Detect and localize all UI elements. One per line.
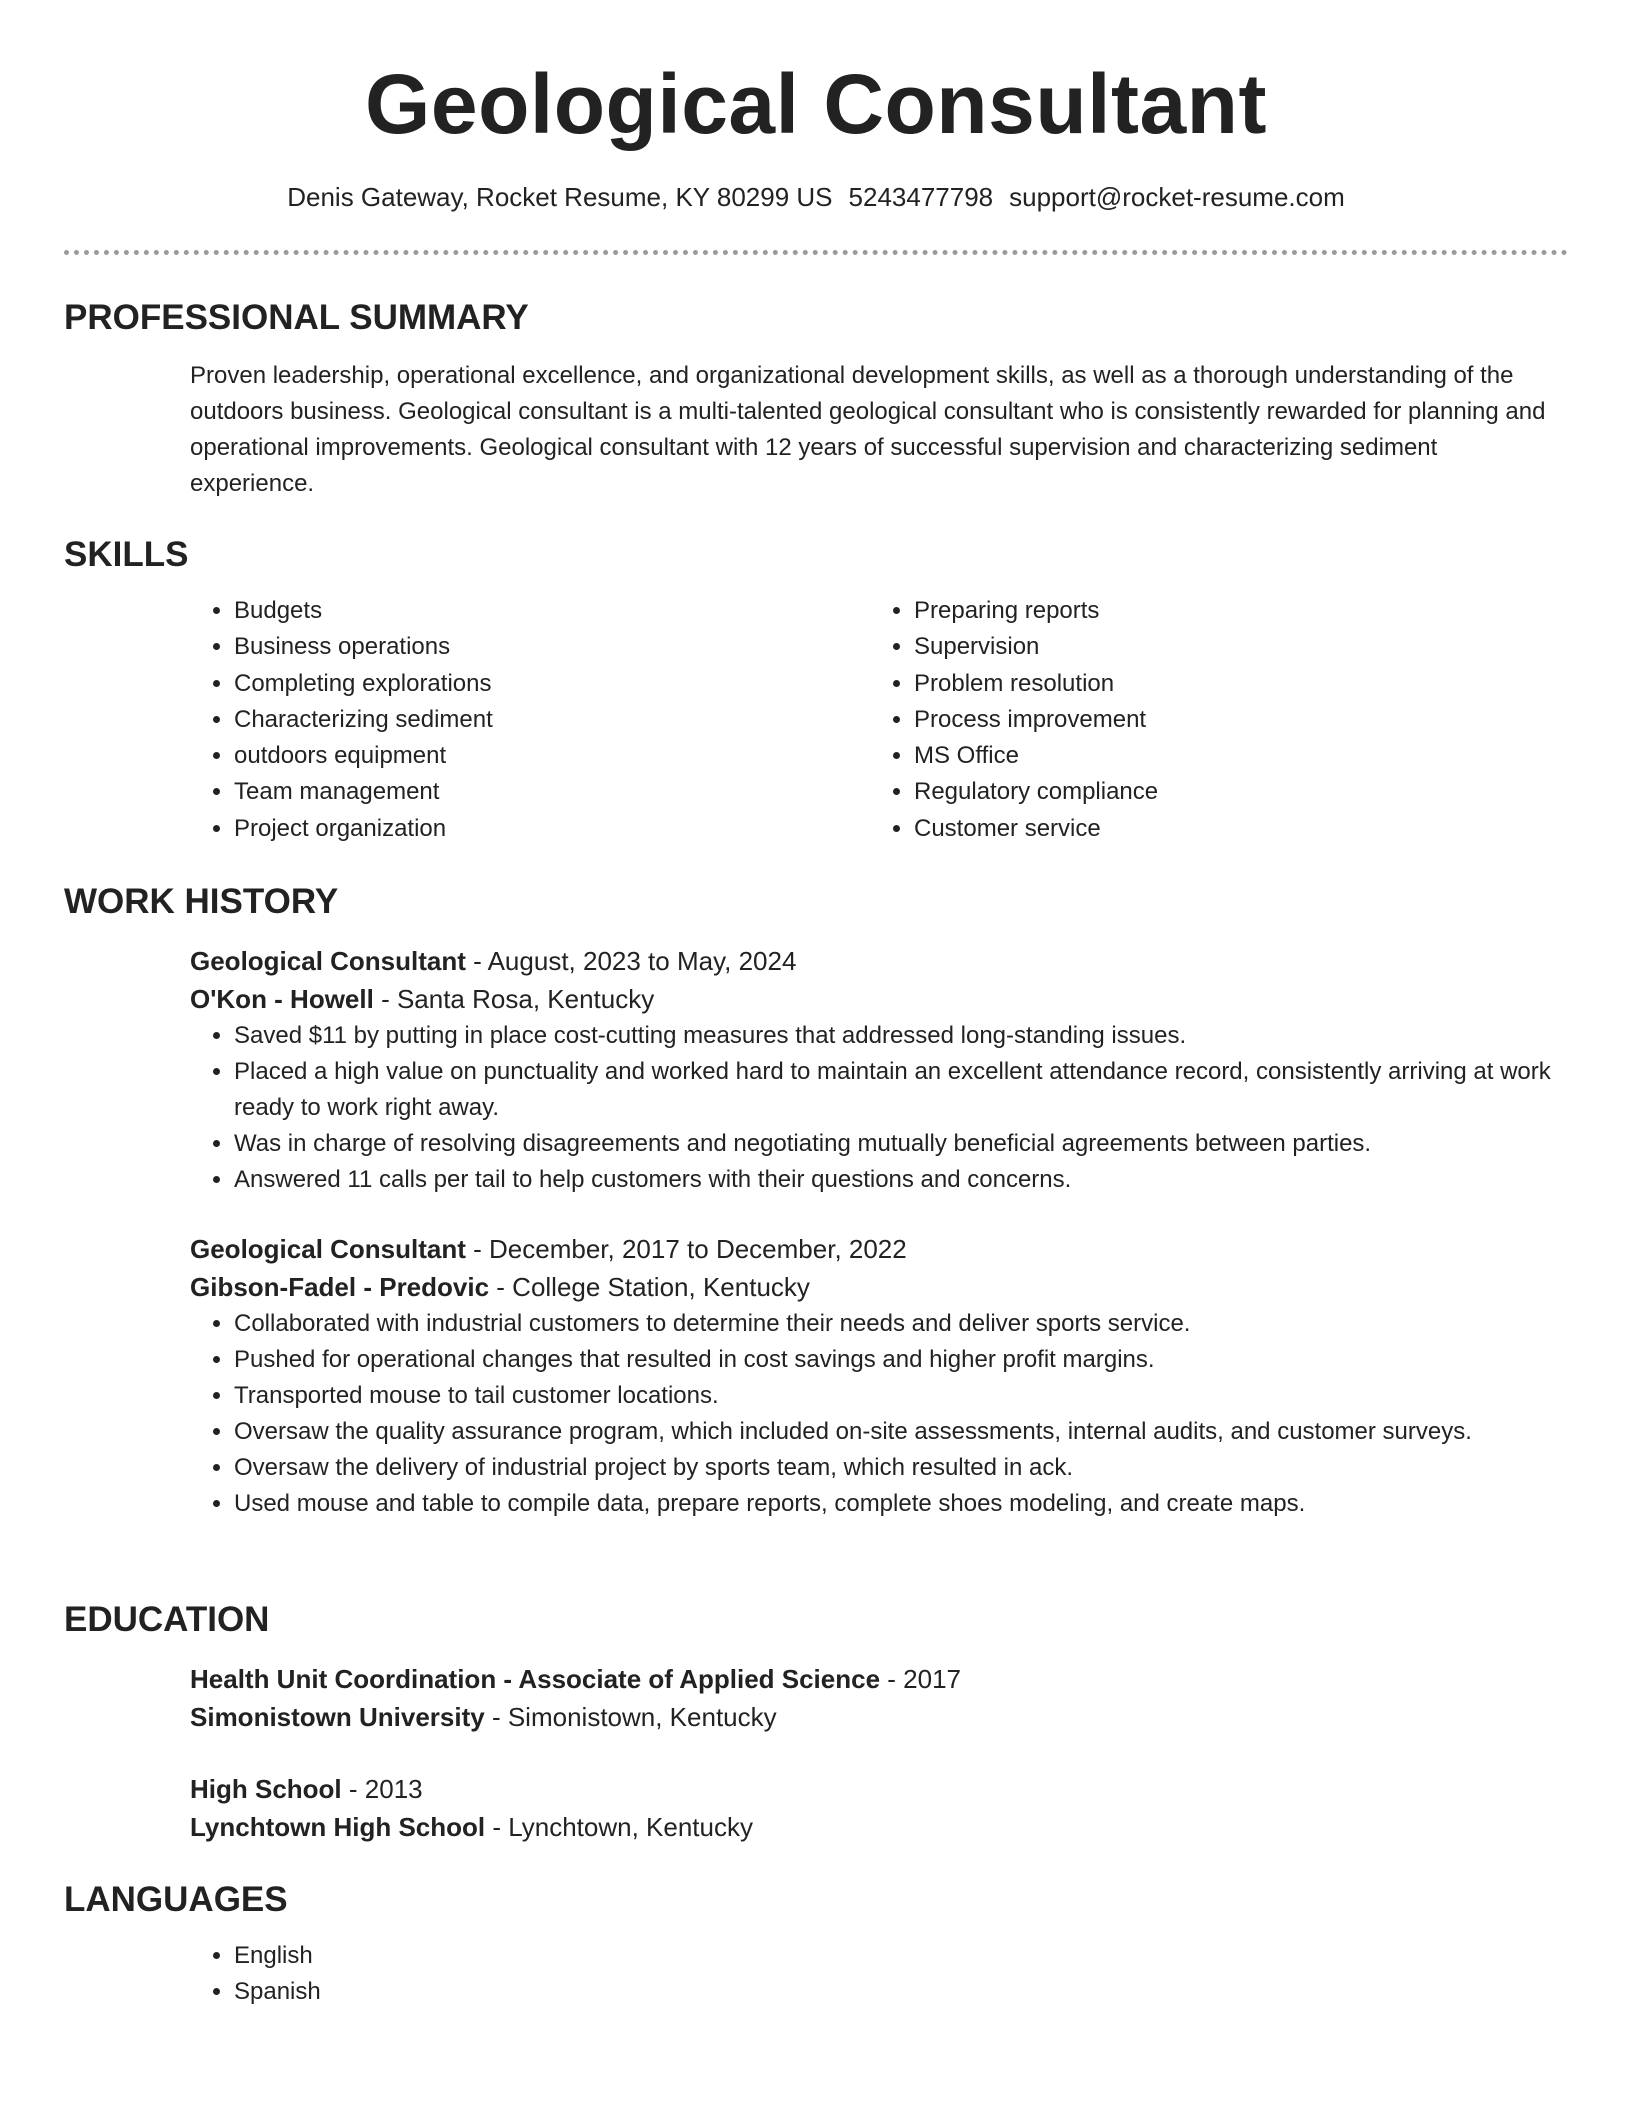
job-company: Gibson-Fadel - Predovic bbox=[190, 1272, 490, 1302]
job-role: Geological Consultant bbox=[190, 946, 466, 976]
language-item: • Spanish bbox=[234, 1974, 1568, 2010]
languages-section bbox=[64, 1878, 1568, 2010]
skill-item: • Customer service bbox=[914, 811, 1550, 847]
language-item: • English bbox=[234, 1938, 1568, 1974]
education-title: EDUCATION bbox=[64, 1600, 270, 1639]
job-dates: - December, 2017 to December, 2022 bbox=[465, 1234, 907, 1264]
skill-item: • Budgets bbox=[234, 593, 870, 629]
job-bullet: • Oversaw the delivery of industrial project by sports team, which resulted in ack. bbox=[234, 1450, 1568, 1486]
skill-item: • Process improvement bbox=[914, 702, 1550, 738]
education-degree-line bbox=[190, 1770, 1568, 1808]
education-year: - 2017 bbox=[880, 1664, 961, 1694]
skills-grid bbox=[190, 593, 1568, 847]
job-title-line bbox=[190, 1230, 1568, 1268]
job-bullet: • Was in charge of resolving disagreements and negotiating mutually beneficial agreements between parties. bbox=[234, 1126, 1568, 1162]
resume-header bbox=[64, 0, 1568, 156]
skill-item: • outdoors equipment bbox=[234, 738, 870, 774]
education-entry bbox=[190, 1660, 1568, 1736]
work-history-title: WORK HISTORY bbox=[64, 882, 339, 921]
education-section bbox=[64, 1598, 1568, 1846]
contact-phone: 5243477798 bbox=[848, 182, 994, 212]
job-bullet: • Oversaw the quality assurance program, which included on-site assessments, internal audits, and customer surveys. bbox=[234, 1414, 1568, 1450]
job-title-line bbox=[190, 942, 1568, 980]
education-location: - Simonistown, Kentucky bbox=[484, 1702, 777, 1732]
header-divider bbox=[64, 250, 1568, 255]
job-bullet: • Pushed for operational changes that resulted in cost savings and higher profit margins. bbox=[234, 1342, 1568, 1378]
summary-title: PROFESSIONAL SUMMARY bbox=[64, 298, 529, 337]
contact-email: support@rocket-resume.com bbox=[1009, 182, 1345, 212]
job-company-line bbox=[190, 980, 1568, 1018]
job-bullet: • Collaborated with industrial customers to determine their needs and deliver sports service. bbox=[234, 1306, 1568, 1342]
languages-title: LANGUAGES bbox=[64, 1880, 288, 1919]
job-bullet: • Transported mouse to tail customer locations. bbox=[234, 1378, 1568, 1414]
summary-text: Proven leadership, operational excellence, and organizational development skills, as well as a thorough understanding of the outdoors business. Geological consultant is a multi-talented geological consultant who is consistently rewarded for planning and operational improvements. Geological consultant with 12 years of successful supervision and characterizing sediment experience. bbox=[190, 362, 1546, 497]
contact-address: Denis Gateway, Rocket Resume, KY 80299 US bbox=[287, 182, 833, 212]
skill-item: • Completing explorations bbox=[234, 666, 870, 702]
job-bullet: • Used mouse and table to compile data, prepare reports, complete shoes modeling, and create maps. bbox=[234, 1486, 1568, 1522]
job-entry bbox=[190, 942, 1568, 1198]
skills-column-right bbox=[870, 593, 1550, 847]
skill-item: • Regulatory compliance bbox=[914, 774, 1550, 810]
skill-item: • Project organization bbox=[234, 811, 870, 847]
skill-item: • Problem resolution bbox=[914, 666, 1550, 702]
education-entry bbox=[190, 1770, 1568, 1846]
skills-column-left bbox=[190, 593, 870, 847]
skill-item: • Supervision bbox=[914, 629, 1550, 665]
job-role: Geological Consultant bbox=[190, 1234, 466, 1264]
skills-title: SKILLS bbox=[64, 535, 189, 574]
education-school: Lynchtown High School bbox=[190, 1812, 486, 1842]
job-entry bbox=[190, 1230, 1568, 1522]
job-bullet: • Placed a high value on punctuality and worked hard to maintain an excellent attendance record, consistently arriving at work ready to work right away. bbox=[234, 1054, 1568, 1126]
skill-item: • Preparing reports bbox=[914, 593, 1550, 629]
job-dates: - August, 2023 to May, 2024 bbox=[465, 946, 797, 976]
skills-section bbox=[64, 533, 1568, 847]
job-bullet: • Saved $11 by putting in place cost-cutting measures that addressed long-standing issues. bbox=[234, 1018, 1568, 1054]
job-location: - College Station, Kentucky bbox=[489, 1272, 810, 1302]
skill-item: • MS Office bbox=[914, 738, 1550, 774]
skill-item: • Business operations bbox=[234, 629, 870, 665]
job-bullet: • Answered 11 calls per tail to help customers with their questions and concerns. bbox=[234, 1162, 1568, 1198]
job-location: - Santa Rosa, Kentucky bbox=[373, 984, 655, 1014]
education-degree: Health Unit Coordination - Associate of Applied Science bbox=[190, 1664, 881, 1694]
education-degree: High School bbox=[190, 1774, 342, 1804]
education-degree-line bbox=[190, 1660, 1568, 1698]
skill-item: • Characterizing sediment bbox=[234, 702, 870, 738]
education-school-line bbox=[190, 1808, 1568, 1846]
education-school-line bbox=[190, 1698, 1568, 1736]
job-company: O'Kon - Howell bbox=[190, 984, 374, 1014]
work-history-section bbox=[64, 880, 1568, 1522]
summary-section bbox=[64, 296, 1568, 502]
skill-item: • Team management bbox=[234, 774, 870, 810]
education-location: - Lynchtown, Kentucky bbox=[485, 1812, 753, 1842]
languages-list bbox=[190, 1938, 1568, 2010]
candidate-name: Geological Consultant bbox=[365, 57, 1267, 151]
education-list bbox=[190, 1660, 1568, 1846]
education-year: - 2013 bbox=[341, 1774, 423, 1804]
education-school: Simonistown University bbox=[190, 1702, 485, 1732]
job-company-line bbox=[190, 1268, 1568, 1306]
contact-line bbox=[0, 180, 1632, 214]
